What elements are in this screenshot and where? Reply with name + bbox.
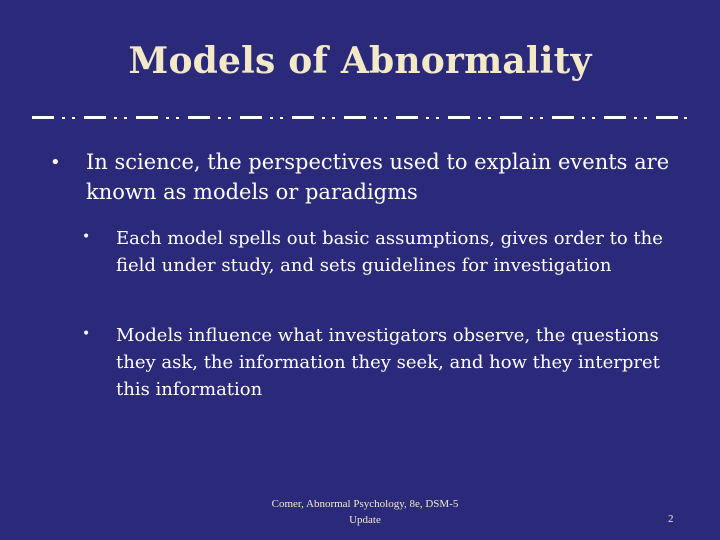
sub-bullet-text: Each model spells out basic assumptions, gives order to the field under study, and sets guidelines for investigation bbox=[116, 228, 663, 276]
title-divider bbox=[32, 111, 688, 123]
footer-citation: Comer, Abnormal Psychology, 8e, DSM-5 Update bbox=[271, 498, 459, 526]
bullet-marker: • bbox=[50, 152, 61, 173]
page-number: 2 bbox=[668, 513, 674, 525]
slide-title: Models of Abnormality bbox=[128, 40, 592, 82]
sub-bullet-marker: • bbox=[82, 326, 91, 342]
bullet-text: In science, the perspectives used to explain events are known as models or paradigms bbox=[86, 150, 670, 204]
sub-bullet-text: Models influence what investigators observe, the questions they ask, the information they seek, and how they interpret this information bbox=[116, 325, 660, 400]
sub-bullet-marker: • bbox=[82, 229, 91, 245]
